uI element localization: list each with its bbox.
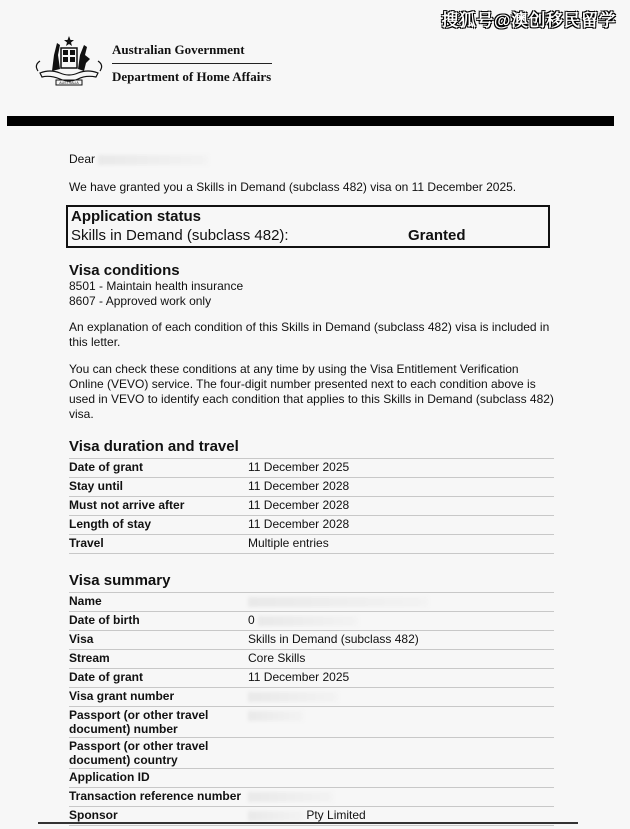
visa-duration-table [69,458,554,554]
row-value [248,707,554,738]
department-name: Department of Home Affairs [112,68,272,84]
row-label: Sponsor [69,807,248,826]
row-label: Must not arrive after [69,497,248,516]
row-label: Stay until [69,478,248,497]
condition-item: 8607 - Approved work only [69,294,212,308]
visa-summary-title: Visa summary [69,572,171,589]
letter-body [69,152,554,826]
row-label: Date of grant [69,459,248,478]
sponsor-visible-part: Pty Limited [306,808,366,822]
table-row [69,769,554,788]
visa-duration-title: Visa duration and travel [69,438,239,455]
visa-summary-section [69,572,554,826]
row-value [248,688,554,707]
salutation [69,152,554,166]
row-value [248,593,554,612]
redacted-value [248,711,303,721]
table-row [69,478,554,497]
redacted-value [248,597,428,607]
row-label: Travel [69,535,248,554]
row-value: 11 December 2025 [248,459,554,478]
table-row [69,612,554,631]
row-label: Stream [69,650,248,669]
table-row [69,535,554,554]
dob-visible-part: 0 [248,613,255,627]
redacted-value [248,692,338,702]
letterhead [30,32,272,94]
table-row [69,631,554,650]
table-row [69,593,554,612]
row-value: 11 December 2025 [248,669,554,688]
row-value: Multiple entries [248,535,554,554]
table-row [69,669,554,688]
watermark: 搜狐号@澳创移民留学 [441,11,616,30]
application-status-label: Skills in Demand (subclass 482): [71,227,289,244]
commonwealth-coat-of-arms-icon [30,33,108,93]
row-label: Length of stay [69,516,248,535]
row-value: 11 December 2028 [248,516,554,535]
application-status-value: Granted [408,227,466,244]
row-label: Passport (or other travel document) country [69,738,248,769]
application-status-box [66,205,550,248]
grant-intro: We have granted you a Skills in Demand (subclass 482) visa on 11 December 2025. [69,180,517,194]
vevo-note: You can check these conditions at any time by using the Visa Entitlement Verification Online (VEVO) service. The four-digit number presented next to each condition above is used in VEVO to identify each condition that applies to this Skills in Demand (subclass 482) visa. [69,362,554,421]
row-label: Visa [69,631,248,650]
row-label: Passport (or other travel document) number [69,707,248,738]
salutation-word: Dear [69,152,96,166]
condition-item: 8501 - Maintain health insurance [69,279,244,293]
row-value [248,788,554,807]
row-label: Date of grant [69,669,248,688]
redacted-name [98,155,208,165]
redacted-value [248,811,303,821]
table-row [69,738,554,769]
svg-text:AUSTRALIA: AUSTRALIA [59,81,79,85]
table-row [69,650,554,669]
row-value [248,612,554,631]
table-row [69,688,554,707]
row-value: 11 December 2028 [248,478,554,497]
row-label: Visa grant number [69,688,248,707]
table-row [69,516,554,535]
visa-conditions-title: Visa conditions [69,262,180,279]
footer-divider-bar [38,822,578,824]
visa-conditions-section [69,262,554,422]
application-status-title: Application status [71,208,202,225]
redacted-value [258,616,358,626]
row-value: 11 December 2028 [248,497,554,516]
header-divider-bar [7,116,614,126]
conditions-explanation: An explanation of each condition of this Skills in Demand (subclass 482) visa is included in this letter. [69,320,550,349]
visa-duration-section [69,438,554,554]
table-row [69,497,554,516]
row-label: Date of birth [69,612,248,631]
row-value [248,769,554,788]
government-name: Australian Government [112,42,272,64]
redacted-value [248,792,333,802]
table-row [69,459,554,478]
row-value: Skills in Demand (subclass 482) [248,631,554,650]
row-label: Name [69,593,248,612]
table-row [69,788,554,807]
row-value: Core Skills [248,650,554,669]
row-value [248,738,554,769]
visa-summary-table [69,592,554,826]
row-label: Transaction reference number [69,788,248,807]
table-row [69,707,554,738]
row-label: Application ID [69,769,248,788]
